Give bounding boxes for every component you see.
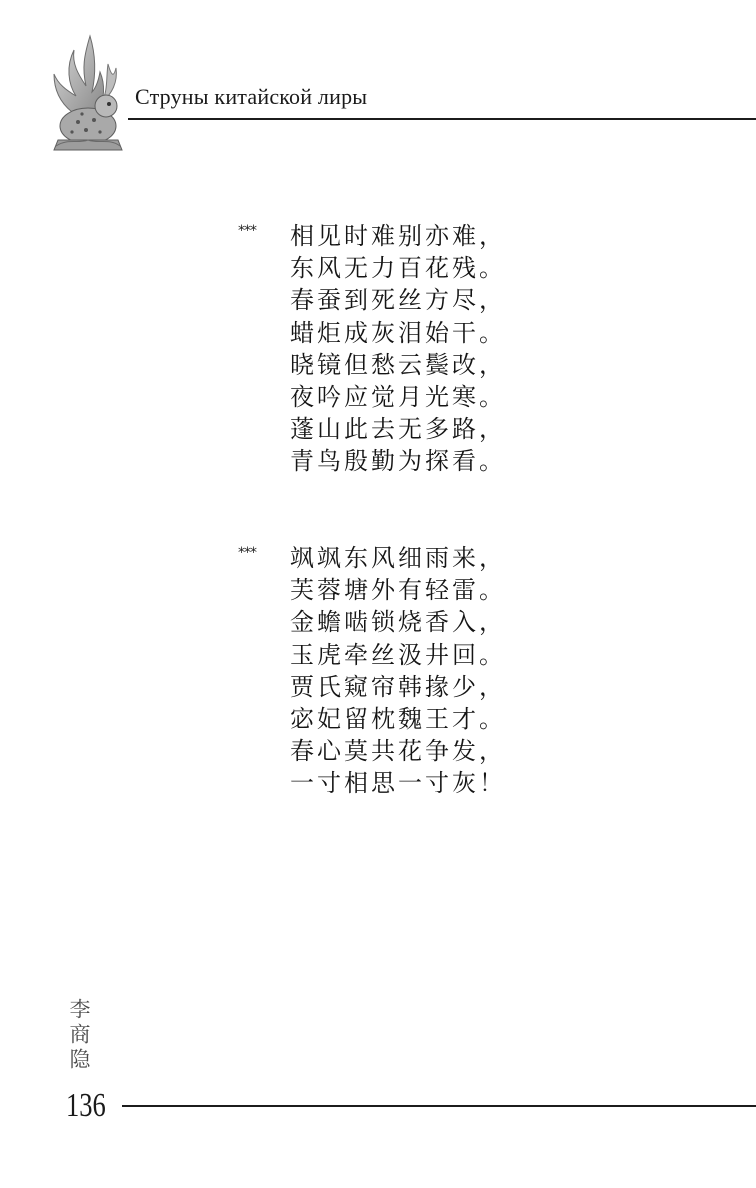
poem-line: 金蟾啮锁烧香入， — [290, 608, 506, 637]
poem-line: 晓镜但愁云鬓改， — [290, 350, 506, 379]
poem-line: 一寸相思一寸灰！ — [290, 769, 506, 798]
poem-line: 贾氏窥帘韩掾少， — [290, 672, 506, 701]
poem-line: 玉虎牵丝汲井回。 — [290, 640, 506, 669]
poem-line: 芙蓉塘外有轻雷。 — [290, 576, 506, 605]
poem-line: 春心莫共花争发， — [290, 737, 506, 766]
poem-line: 春蚕到死丝方尽， — [290, 286, 506, 315]
poem-line: 东风无力百花残。 — [290, 254, 506, 283]
poem-lines — [290, 542, 506, 800]
poem-line: 青鸟殷勤为探看。 — [290, 447, 506, 476]
header-divider — [128, 118, 756, 120]
poem-line: 夜吟应觉月光寒。 — [290, 382, 506, 411]
poem-asterisk-marker: *** — [238, 545, 256, 561]
poem-line: 飒飒东风细雨来， — [290, 544, 506, 572]
footer-divider — [122, 1105, 756, 1107]
poem-line: 蓬山此去无多路， — [290, 415, 506, 444]
running-header-title: Струны китайской лиры — [135, 84, 368, 109]
poem-line: 相见时难别亦难， — [290, 222, 506, 250]
lion-statue-emblem-icon — [48, 34, 128, 158]
poem-line: 宓妃留枕魏王才。 — [290, 704, 506, 733]
author-name-vertical: 李商隐 — [67, 998, 91, 1073]
poem-asterisk-marker: *** — [238, 223, 256, 239]
poem-line: 蜡炬成灰泪始干。 — [290, 318, 506, 347]
poem-lines — [290, 220, 506, 478]
page-number: 136 — [66, 1087, 106, 1124]
